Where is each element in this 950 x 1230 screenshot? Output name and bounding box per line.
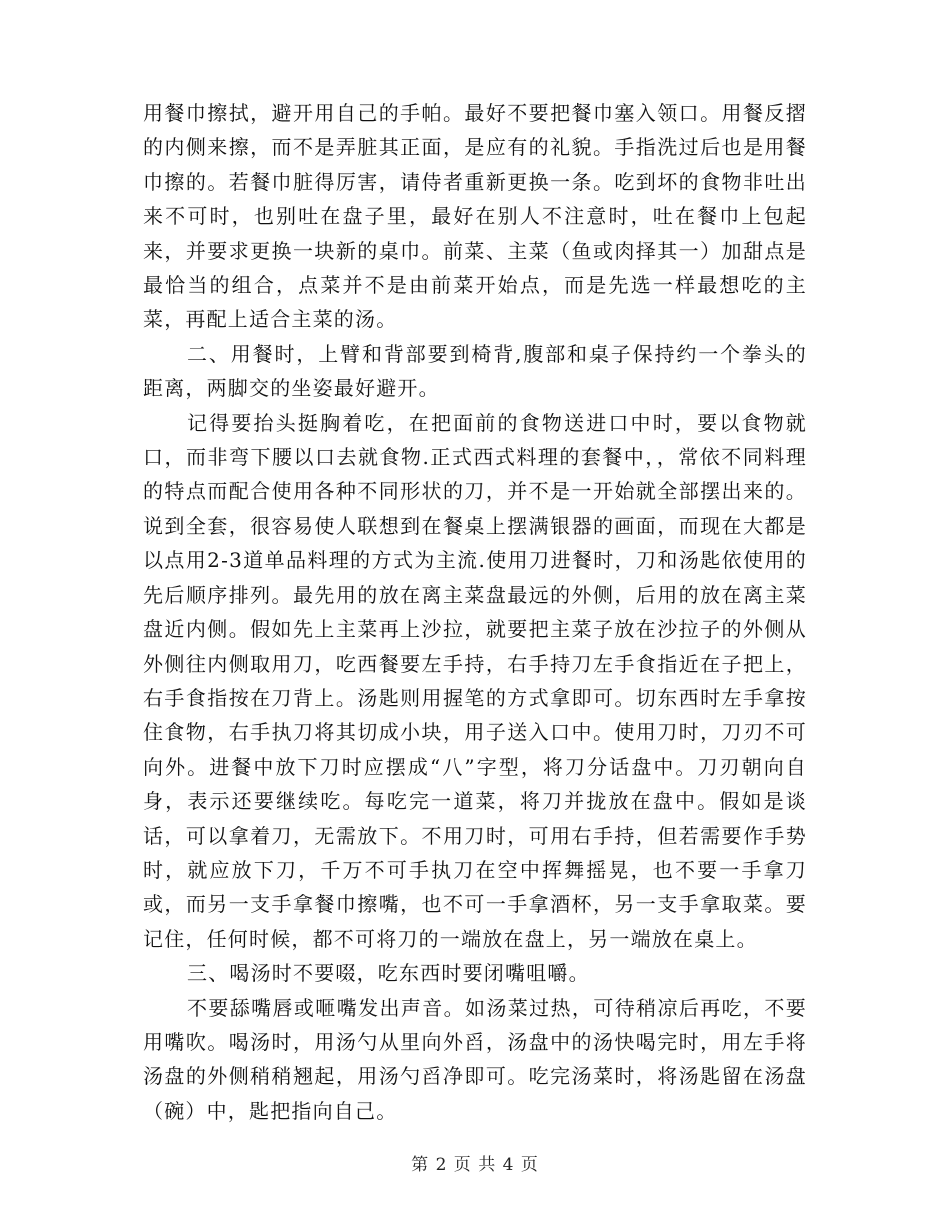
- paragraph-soup-etiquette: 不要舔嘴唇或咂嘴发出声音。如汤菜过热，可待稍凉后再吃，不要用嘴吹。喝汤时，用汤勺从里向外舀，汤盘中的汤快喝完时，用左手将汤盘的外侧稍稍翘起，用汤勺舀净即可。吃完汤菜时，将汤匙留在汤盘（碗）中，匙把指向自己。: [143, 995, 807, 1123]
- page-number-footer: 第 2 页 共 4 页: [411, 1155, 539, 1175]
- heading-section-two: 二、用餐时，上臂和背部要到椅背,腹部和桌子保持约一个拳头的距离，两脚交的坐姿最好避开。: [143, 341, 807, 401]
- paragraph-napkin-etiquette: 用餐巾擦拭，避开用自己的手帕。最好不要把餐巾塞入领口。用餐反摺的内侧来擦，而不是弄脏其正面，是应有的礼貌。手指洗过后也是用餐巾擦的。若餐巾脏得厉害，请侍者重新更换一条。吃到坏的食物非吐出来不可时，也别吐在盘子里，最好在别人不注意时，吐在餐巾上包起来，并要求更换一块新的桌巾。前菜、主菜（鱼或肉择其一）加甜点是最恰当的组合，点菜并不是由前菜开始点，而是先选一样最想吃的主菜，再配上适合主菜的汤。: [143, 101, 807, 332]
- body-text: [143, 96, 807, 1128]
- paragraph-knife-usage: 记得要抬头挺胸着吃，在把面前的食物送进口中时，要以食物就口，而非弯下腰以口去就食物.正式西式料理的套餐中，，常依不同料理的特点而配合使用各种不同形状的刀，并不是一开始就全部摆出来的。说到全套，很容易使人联想到在餐桌上摆满银器的画面，而现在大都是以点用2-3道单品料理的方式为主流.使用刀进餐时，刀和汤匙依使用的先后顺序排列。最先用的放在离主菜盘最远的外侧，后用的放在离主菜盘近内侧。假如先上主菜再上沙拉，就要把主菜子放在沙拉子的外侧从外侧往内侧取用刀，吃西餐要左手持，右手持刀左手食指近在子把上，右手食指按在刀背上。汤匙则用握笔的方式拿即可。切东西时左手拿按住食物，右手执刀将其切成小块，用子送入口中。使用刀时，刀刃不可向外。进餐中放下刀时应摆成“八”字型，将刀分话盘中。刀刃朝向自身，表示还要继续吃。每吃完一道菜，将刀并拢放在盘中。假如是谈话，可以拿着刀，无需放下。不用刀时，可用右手持，但若需要作手势时，就应放下刀，千万不可手执刀在空中挥舞摇晃，也不要一手拿刀或，而另一支手拿餐巾擦嘴，也不可一手拿酒杯，另一支手拿取菜。要记住，任何时候，都不可将刀的一端放在盘上，另一端放在桌上。: [143, 410, 807, 951]
- heading-section-three: 三、喝汤时不要啜，吃东西时要闭嘴咀嚼。: [187, 961, 590, 986]
